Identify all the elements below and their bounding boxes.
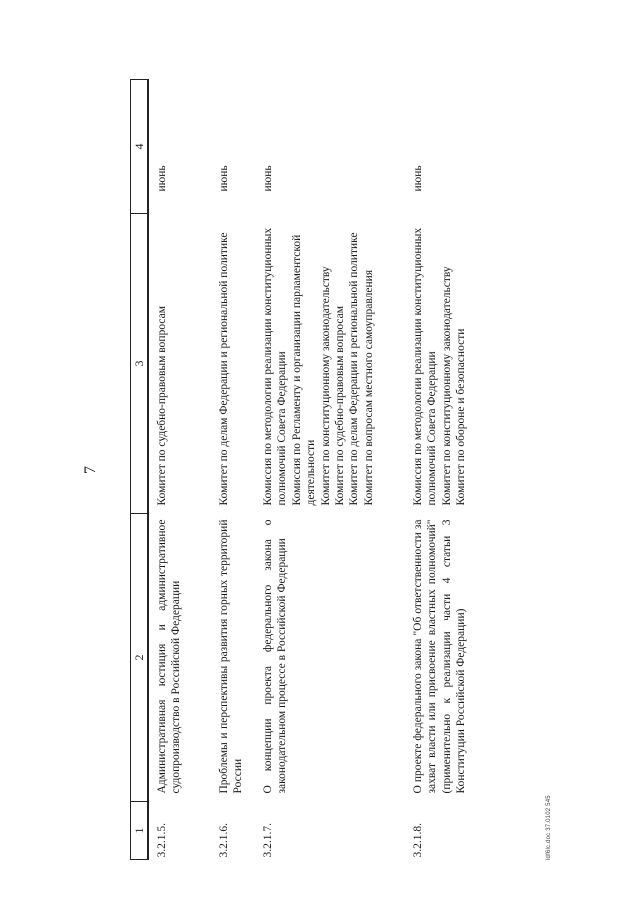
item-number: 3.2.1.5.	[156, 823, 168, 858]
responsible-body: Комиссия по Регламенту и организации парламентской деятельности	[290, 234, 318, 506]
item-subject: О концепции проекта федерального закона о законодательном процессе в Российской Федерации	[262, 519, 289, 794]
footer-code: ldf6lc.doc 37.0102 545	[546, 795, 552, 860]
column-header-3: 3	[131, 214, 149, 514]
item-responsible	[405, 214, 503, 514]
responsible-body: Комиссия по методологии реализации конституционных полномочий Совета Федерации	[412, 227, 439, 506]
responsible-body: Комитет по судебно-правовым вопросам	[156, 306, 168, 506]
item-subject: Проблемы и перспективы развития горных территорий России	[218, 519, 245, 794]
table-row	[211, 80, 255, 860]
item-term: июнь	[262, 165, 274, 192]
table-row	[148, 80, 211, 860]
column-header-2: 2	[131, 514, 149, 802]
item-number: 3.2.1.8.	[412, 823, 424, 858]
work-plan-table	[130, 79, 503, 860]
item-subject: О проекте федерального закона "Об ответственности за захват власти или присвоение властных полномочий" (применительно к реализации части 4 статьи 3 Конституции Российской Федерации)	[412, 519, 468, 794]
table-row	[405, 80, 503, 860]
item-responsible	[255, 214, 405, 514]
column-header-1: 1	[131, 802, 149, 860]
item-term: июнь	[156, 165, 168, 192]
item-responsible	[148, 214, 211, 514]
item-number: 3.2.1.7.	[262, 823, 274, 858]
responsible-body: Комитет по конституционному законодательству	[440, 266, 453, 506]
responsible-body: Комиссия по методологии реализации конституционных полномочий Совета Федерации	[262, 227, 289, 506]
item-term: июнь	[218, 165, 230, 192]
responsible-body: Комитет по делам Федерации и региональной политике	[348, 232, 361, 506]
responsible-body: Комитет по конституционному законодательству	[319, 266, 332, 506]
column-header-4: 4	[131, 80, 149, 214]
item-responsible	[211, 214, 255, 514]
responsible-body: Комитет по делам Федерации и региональной политике	[218, 232, 230, 506]
item-subject: Административная юстиция и административное судопроизводство в Российской Федерации	[156, 519, 183, 794]
rotated-document	[80, 80, 560, 860]
table-row	[255, 80, 405, 860]
responsible-body: Комитет по обороне и безопасности	[455, 328, 468, 506]
item-number: 3.2.1.6.	[218, 823, 230, 858]
responsible-body: Комитет по судебно-правовым вопросам	[334, 306, 347, 506]
table-header-row	[131, 80, 149, 860]
item-term: июнь	[412, 165, 424, 192]
responsible-body: Комитет по вопросам местного самоуправления	[362, 269, 375, 506]
page-number: 7	[82, 466, 99, 474]
